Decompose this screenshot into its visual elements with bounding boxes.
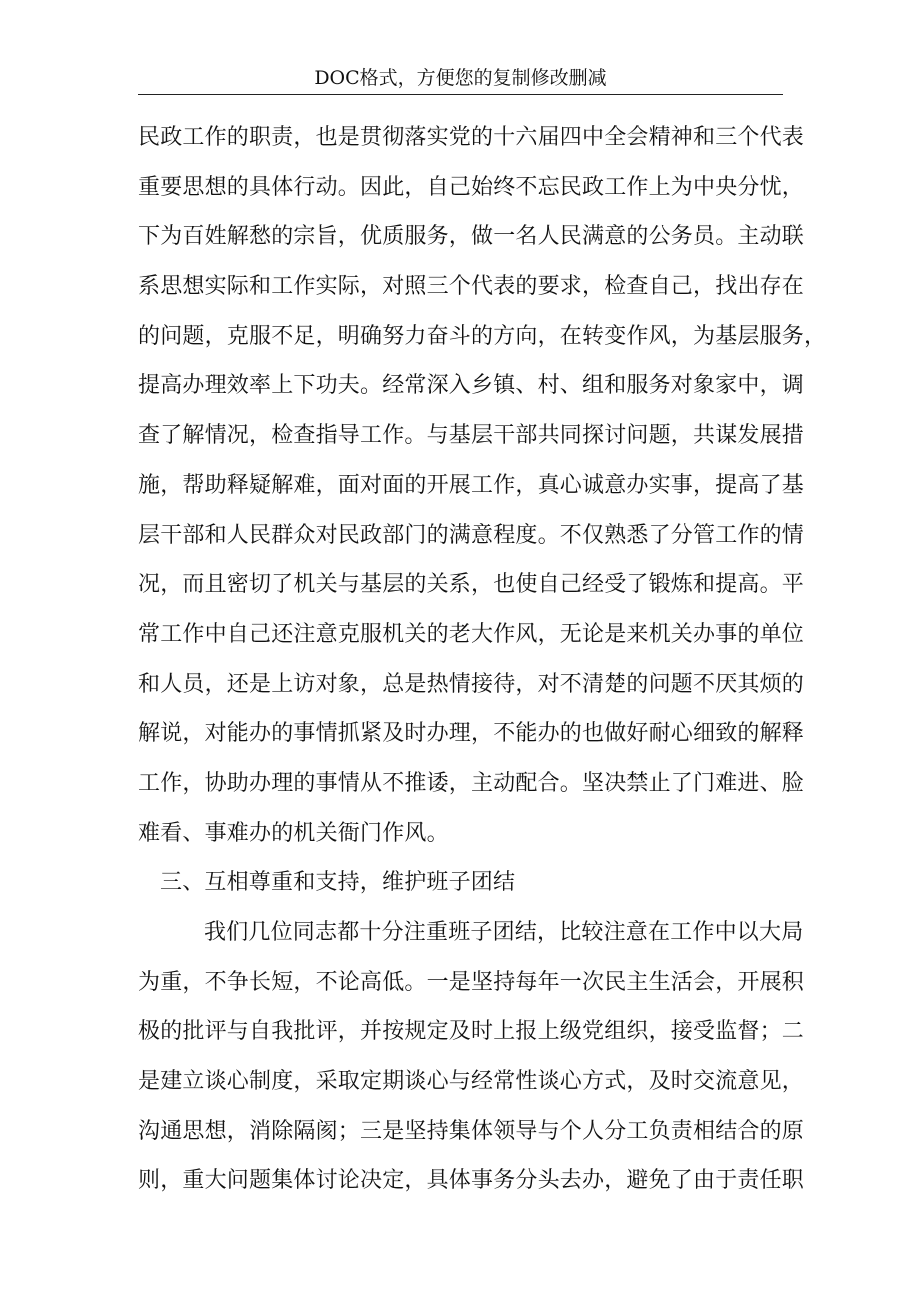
text-line: 查了解情况，检查指导工作。与基层干部共同探讨问题，共谋发展措 [138, 423, 805, 449]
header-title: DOC格式，方便您的复制修改删减 [314, 67, 607, 89]
text-line: 的问题，克服不足，明确努力奋斗的方向，在转变作风，为基层服务， [138, 323, 827, 349]
document-body [138, 118, 827, 1211]
text-line: 为重，不争长短，不论高低。一是坚持每年一次民主生活会，开展积 [138, 969, 805, 995]
text-line: 沟通思想，消除隔阂；三是坚持集体领导与个人分工负责相结合的原 [138, 1118, 805, 1144]
text-line: 系思想实际和工作实际，对照三个代表的要求，检查自己，找出存在 [138, 274, 805, 300]
text-line: 难看、事难办的机关衙门作风。 [138, 820, 449, 846]
text-line: 民政工作的职责，也是贯彻落实党的十六届四中全会精神和三个代表 [138, 125, 805, 150]
text-line: 提高办理效率上下功夫。经常深入乡镇、村、组和服务对象家中，调 [138, 373, 805, 399]
section-heading: 三、互相尊重和支持，维护班子团结 [160, 870, 516, 896]
text-line: 况，而且密切了机关与基层的关系，也使自己经受了锻炼和提高。平 [138, 572, 805, 598]
text-line: 下为百姓解愁的宗旨，优质服务，做一名人民满意的公务员。主动联 [138, 224, 805, 250]
text-line: 施，帮助释疑解难，面对面的开展工作，真心诚意办实事，提高了基 [138, 472, 805, 498]
text-line: 和人员，还是上访对象，总是热情接待，对不清楚的问题不厌其烦的 [138, 671, 805, 697]
text-line: 解说，对能办的事情抓紧及时办理，不能办的也做好耐心细致的解释 [138, 721, 805, 747]
text-line: 常工作中自己还注意克服机关的老大作风，无论是来机关办事的单位 [138, 621, 805, 647]
text-line: 层干部和人民群众对民政部门的满意程度。不仅熟悉了分管工作的情 [138, 522, 805, 548]
text-line: 则，重大问题集体讨论决定，具体事务分头去办，避免了由于责任职 [138, 1168, 805, 1194]
text-line: 工作，协助办理的事情从不推诿，主动配合。坚决禁止了门难进、脸 [138, 770, 805, 796]
page-header [138, 62, 783, 95]
text-line: 我们几位同志都十分注重班子团结，比较注意在工作中以大局 [204, 920, 804, 945]
text-line: 极的批评与自我批评，并按规定及时上报上级党组织，接受监督；二 [138, 1019, 805, 1045]
text-line: 重要思想的具体行动。因此，自己始终不忘民政工作上为中央分忧， [138, 174, 805, 200]
text-line: 是建立谈心制度，采取定期谈心与经常性谈心方式，及时交流意见， [138, 1069, 805, 1095]
